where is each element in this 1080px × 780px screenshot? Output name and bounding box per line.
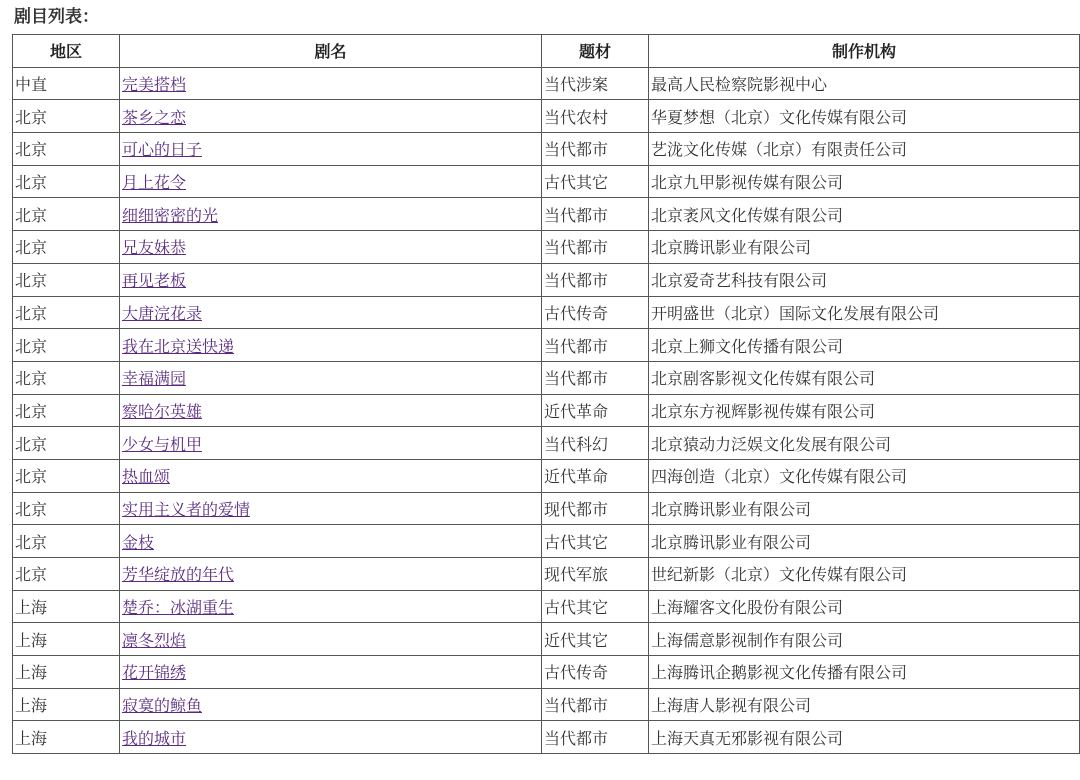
cell-producer: 北京袤风文化传媒有限公司 bbox=[649, 198, 1080, 231]
cell-producer: 世纪新影（北京）文化传媒有限公司 bbox=[649, 558, 1080, 591]
cell-region: 北京 bbox=[13, 263, 120, 296]
cell-producer: 最高人民检察院影视中心 bbox=[649, 67, 1080, 100]
table-row bbox=[13, 721, 1080, 754]
cell-region: 北京 bbox=[13, 231, 120, 264]
cell-name bbox=[120, 590, 542, 623]
cell-producer: 上海唐人影视有限公司 bbox=[649, 688, 1080, 721]
cell-producer: 北京上狮文化传播有限公司 bbox=[649, 329, 1080, 362]
list-caption: 剧目列表： bbox=[14, 7, 99, 27]
cell-genre: 古代传奇 bbox=[542, 656, 649, 689]
cell-region: 中直 bbox=[13, 67, 120, 100]
cell-producer: 北京腾讯影业有限公司 bbox=[649, 492, 1080, 525]
cell-genre: 当代都市 bbox=[542, 329, 649, 362]
drama-title-link[interactable]: 完美搭档 bbox=[122, 75, 187, 95]
drama-title-link[interactable]: 兄友妹恭 bbox=[122, 238, 187, 258]
cell-producer: 北京腾讯影业有限公司 bbox=[649, 231, 1080, 264]
cell-genre: 当代科幻 bbox=[542, 427, 649, 460]
drama-title-link[interactable]: 我的城市 bbox=[122, 728, 187, 748]
cell-genre: 古代其它 bbox=[542, 590, 649, 623]
drama-table bbox=[12, 34, 1080, 754]
cell-producer: 上海天真无邪影视有限公司 bbox=[649, 721, 1080, 754]
drama-title-link[interactable]: 再见老板 bbox=[122, 271, 187, 291]
drama-title-link[interactable]: 我在北京送快递 bbox=[122, 336, 235, 356]
cell-name bbox=[120, 623, 542, 656]
cell-region: 北京 bbox=[13, 329, 120, 362]
cell-region: 上海 bbox=[13, 721, 120, 754]
cell-region: 北京 bbox=[13, 198, 120, 231]
cell-producer: 四海创造（北京）文化传媒有限公司 bbox=[649, 459, 1080, 492]
cell-name bbox=[120, 492, 542, 525]
table-row bbox=[13, 558, 1080, 591]
cell-name bbox=[120, 67, 542, 100]
table-row bbox=[13, 231, 1080, 264]
table-row bbox=[13, 361, 1080, 394]
drama-title-link[interactable]: 可心的日子 bbox=[122, 140, 203, 160]
cell-region: 上海 bbox=[13, 590, 120, 623]
cell-region: 北京 bbox=[13, 296, 120, 329]
cell-genre: 当代涉案 bbox=[542, 67, 649, 100]
table-row bbox=[13, 623, 1080, 656]
column-header-producer: 制作机构 bbox=[649, 35, 1080, 68]
cell-genre: 现代都市 bbox=[542, 492, 649, 525]
cell-name bbox=[120, 296, 542, 329]
cell-genre: 当代都市 bbox=[542, 721, 649, 754]
cell-producer: 上海耀客文化股份有限公司 bbox=[649, 590, 1080, 623]
drama-title-link[interactable]: 金枝 bbox=[122, 532, 155, 552]
cell-producer: 上海腾讯企鹅影视文化传播有限公司 bbox=[649, 656, 1080, 689]
cell-producer: 北京腾讯影业有限公司 bbox=[649, 525, 1080, 558]
table-row bbox=[13, 100, 1080, 133]
drama-title-link[interactable]: 细细密密的光 bbox=[122, 205, 219, 225]
cell-producer: 北京剧客影视文化传媒有限公司 bbox=[649, 361, 1080, 394]
cell-region: 北京 bbox=[13, 459, 120, 492]
cell-genre: 古代传奇 bbox=[542, 296, 649, 329]
cell-genre: 当代都市 bbox=[542, 133, 649, 166]
column-header-name: 剧名 bbox=[120, 35, 542, 68]
cell-name bbox=[120, 688, 542, 721]
table-row bbox=[13, 590, 1080, 623]
cell-region: 北京 bbox=[13, 133, 120, 166]
column-header-genre: 题材 bbox=[542, 35, 649, 68]
table-row bbox=[13, 67, 1080, 100]
cell-producer: 开明盛世（北京）国际文化发展有限公司 bbox=[649, 296, 1080, 329]
cell-genre: 当代农村 bbox=[542, 100, 649, 133]
cell-producer: 华夏梦想（北京）文化传媒有限公司 bbox=[649, 100, 1080, 133]
table-row bbox=[13, 394, 1080, 427]
cell-producer: 上海儒意影视制作有限公司 bbox=[649, 623, 1080, 656]
cell-region: 北京 bbox=[13, 558, 120, 591]
cell-name bbox=[120, 231, 542, 264]
cell-region: 北京 bbox=[13, 165, 120, 198]
cell-name bbox=[120, 361, 542, 394]
table-row bbox=[13, 198, 1080, 231]
cell-region: 北京 bbox=[13, 492, 120, 525]
drama-title-link[interactable]: 察哈尔英雄 bbox=[122, 401, 203, 421]
cell-producer: 艺泷文化传媒（北京）有限责任公司 bbox=[649, 133, 1080, 166]
cell-genre: 近代革命 bbox=[542, 394, 649, 427]
cell-region: 北京 bbox=[13, 525, 120, 558]
drama-title-link[interactable]: 月上花令 bbox=[122, 173, 187, 193]
cell-genre: 当代都市 bbox=[542, 198, 649, 231]
cell-name bbox=[120, 558, 542, 591]
cell-name bbox=[120, 525, 542, 558]
cell-name bbox=[120, 165, 542, 198]
table-row bbox=[13, 427, 1080, 460]
table-row bbox=[13, 688, 1080, 721]
cell-name bbox=[120, 100, 542, 133]
cell-name bbox=[120, 263, 542, 296]
table-row bbox=[13, 296, 1080, 329]
cell-genre: 当代都市 bbox=[542, 263, 649, 296]
cell-name bbox=[120, 329, 542, 362]
cell-region: 北京 bbox=[13, 361, 120, 394]
cell-region: 北京 bbox=[13, 100, 120, 133]
cell-region: 上海 bbox=[13, 656, 120, 689]
cell-region: 上海 bbox=[13, 688, 120, 721]
cell-genre: 当代都市 bbox=[542, 688, 649, 721]
table-row bbox=[13, 492, 1080, 525]
cell-genre: 现代军旅 bbox=[542, 558, 649, 591]
table-row bbox=[13, 133, 1080, 166]
drama-title-link[interactable]: 楚乔：冰湖重生 bbox=[122, 598, 235, 618]
table-header-row bbox=[13, 35, 1080, 68]
cell-producer: 北京东方视辉影视传媒有限公司 bbox=[649, 394, 1080, 427]
cell-genre: 当代都市 bbox=[542, 231, 649, 264]
cell-producer: 北京爱奇艺科技有限公司 bbox=[649, 263, 1080, 296]
drama-title-link[interactable]: 芳华绽放的年代 bbox=[122, 565, 235, 585]
cell-genre: 古代其它 bbox=[542, 165, 649, 198]
cell-name bbox=[120, 721, 542, 754]
drama-title-link[interactable]: 少女与机甲 bbox=[122, 434, 203, 454]
cell-region: 上海 bbox=[13, 623, 120, 656]
cell-genre: 古代其它 bbox=[542, 525, 649, 558]
table-row bbox=[13, 525, 1080, 558]
cell-region: 北京 bbox=[13, 427, 120, 460]
cell-name bbox=[120, 459, 542, 492]
drama-title-link[interactable]: 茶乡之恋 bbox=[122, 107, 187, 127]
table-body bbox=[13, 67, 1080, 753]
drama-title-link[interactable]: 凛冬烈焰 bbox=[122, 630, 187, 650]
cell-name bbox=[120, 427, 542, 460]
cell-name bbox=[120, 656, 542, 689]
drama-title-link[interactable]: 花开锦绣 bbox=[122, 663, 187, 683]
drama-title-link[interactable]: 实用主义者的爱情 bbox=[122, 499, 251, 519]
table-row bbox=[13, 459, 1080, 492]
table-row bbox=[13, 263, 1080, 296]
cell-region: 北京 bbox=[13, 394, 120, 427]
cell-name bbox=[120, 133, 542, 166]
cell-producer: 北京猿动力泛娱文化发展有限公司 bbox=[649, 427, 1080, 460]
drama-title-link[interactable]: 大唐浣花录 bbox=[122, 303, 203, 323]
table-row bbox=[13, 656, 1080, 689]
drama-title-link[interactable]: 热血颂 bbox=[122, 467, 171, 487]
cell-genre: 近代革命 bbox=[542, 459, 649, 492]
table-row bbox=[13, 329, 1080, 362]
cell-producer: 北京九甲影视传媒有限公司 bbox=[649, 165, 1080, 198]
cell-genre: 当代都市 bbox=[542, 361, 649, 394]
drama-title-link[interactable]: 寂寞的鲸鱼 bbox=[122, 696, 203, 716]
cell-genre: 近代其它 bbox=[542, 623, 649, 656]
cell-name bbox=[120, 394, 542, 427]
column-header-region: 地区 bbox=[13, 35, 120, 68]
drama-title-link[interactable]: 幸福满园 bbox=[122, 369, 187, 389]
cell-name bbox=[120, 198, 542, 231]
table-row bbox=[13, 165, 1080, 198]
